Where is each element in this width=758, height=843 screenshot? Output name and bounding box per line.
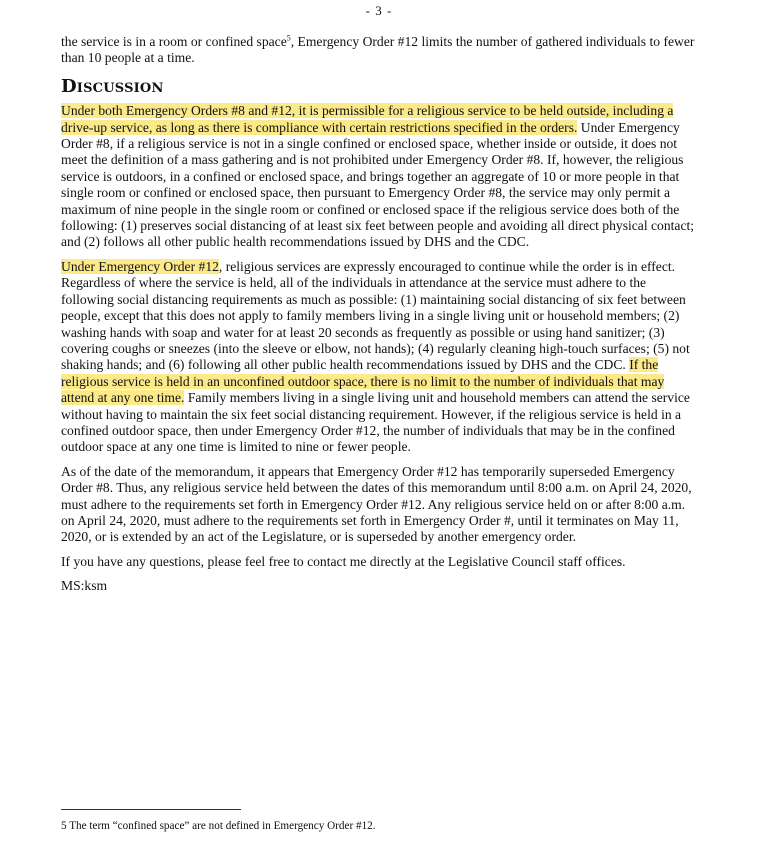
footnote-text: The term “confined space” are not defined in Emergency Order #12.: [66, 820, 376, 832]
discussion-paragraph-1: [61, 103, 697, 251]
page-number: - 3 -: [365, 3, 393, 18]
highlighted-text: If the religious service is held in an unconfined outdoor space, there is no limit to the number of individuals that may attend at any one time.: [61, 357, 665, 406]
intro-text-b: , Emergency Order #12 limits the number of gathered individuals to fewer than 10 people at a time.: [61, 34, 695, 66]
author-initials: MS:ksm: [61, 578, 108, 594]
discussion-paragraph-4: If you have any questions, please feel free to contact me directly at the Legislative Council staff offices.: [61, 553, 626, 569]
paragraph-text: , religious services are expressly encouraged to continue while the order is in effect. Regardless of where the service is held, all of the individuals in attendance at the service must adhere to the following social distancing requirements as much as possible: (1) maintaining social distancing of six feet between people, except that this does not apply to family members living in a single living unit or household members; (2) washing hands with soap and water for at least 20 seconds as frequently as possible or using hand sanitizer; (3) covering coughs or sneezes (into the sleeve or elbow, not hands); (4) regularly cleaning high-touch surfaces; (5) not shaking hands; and (6) following all other public health recommendations issued by DHS and the CDC.: [61, 258, 690, 373]
highlighted-text: Under both Emergency Orders #8 and #12, it is permissible for a religious service to be held outside, including a drive-up service, as long as there is compliance with certain restrictions specified in the orders.: [61, 103, 674, 135]
intro-text-a: the service is in a room or confined space: [61, 34, 287, 49]
footnote-reference[interactable]: 5: [286, 33, 291, 43]
intro-paragraph: [61, 34, 697, 67]
footnote-number: 5: [61, 820, 67, 832]
discussion-heading: Discussion: [61, 75, 164, 97]
footnote-divider: [61, 809, 241, 810]
discussion-paragraph-2: [61, 259, 697, 456]
highlighted-text: Under Emergency Order #12: [61, 258, 219, 274]
memo-body: [61, 34, 697, 603]
paragraph-text: Under Emergency Order #8, if a religious service is not in a single confined or enclosed space, whether inside or outside, it does not meet the definition of a mass gathering and is not prohibited under Emergency Order #8. If, however, the religious service is outdoors, in a confined or enclosed space, and brings together an aggregate of 10 or more people in that single room or confined or enclosed space, then pursuant to Emergency Order #8, the service may only permit a maximum of nine people in the single room or confined or enclosed space if the religious service does both of the following: (1) preserves social distancing of at least six feet between people and avoiding all direct physical contact; and (2) follows all other public health recommendations issued by DHS and the CDC.: [61, 119, 695, 250]
paragraph-text: Family members living in a single living unit and household members can attend the service without having to maintain the six feet social distancing requirement. However, if the religious service is held in a confined outdoor space, then under Emergency Order #12, the number of individuals that may be in the confined outdoor space at any one time is limited to nine or fewer people.: [61, 390, 690, 455]
discussion-paragraph-3: As of the date of the memorandum, it appears that Emergency Order #12 has temporarily superseded Emergency Order #8. Thus, any religious service held between the dates of this memorandum until 8:00 a.m. on April 24, 2020, must adhere to the requirements set forth in Emergency Order #12. Any religious service held on or after 8:00 a.m. on April 24, 2020, must adhere to the requirements set forth in Emergency Order #, until it terminates on May 11, 2020, or is extended by an act of the Legislature, or is superseded by another emergency order.: [61, 463, 692, 545]
footnote: [61, 820, 701, 833]
